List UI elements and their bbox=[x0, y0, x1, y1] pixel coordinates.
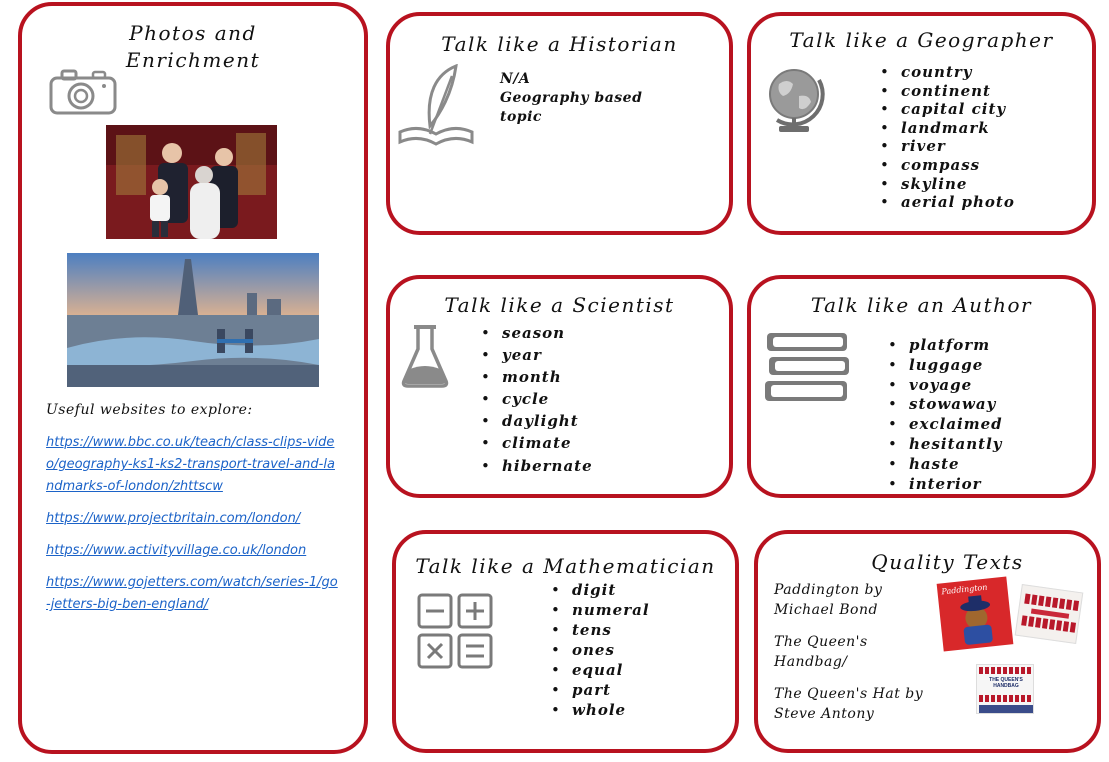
scientist-card bbox=[386, 275, 733, 498]
link-gojetters[interactable]: https://www.gojetters.com/watch/series-1/go-jetters-big-ben-england/ bbox=[46, 575, 338, 612]
geographer-card bbox=[747, 12, 1096, 235]
author-title: Talk like an Author bbox=[810, 293, 1033, 317]
list-item: • tens bbox=[548, 620, 650, 640]
mathematician-word-list bbox=[548, 580, 650, 720]
book-queens-hat bbox=[774, 684, 944, 724]
book-line: Handbag/ bbox=[774, 654, 848, 670]
flask-icon bbox=[400, 323, 450, 393]
book-list bbox=[774, 580, 944, 724]
book-line: The Queen's bbox=[774, 634, 868, 650]
book-line: Paddington by bbox=[774, 582, 883, 598]
book-line: Steve Antony bbox=[774, 706, 875, 722]
list-item: • ones bbox=[548, 640, 650, 660]
list-item: • country bbox=[877, 63, 1015, 82]
geographer-title: Talk like a Geographer bbox=[789, 28, 1054, 52]
list-item: • hibernate bbox=[478, 455, 593, 477]
historian-title: Talk like a Historian bbox=[441, 32, 678, 56]
royal-family-photo bbox=[106, 125, 277, 239]
scientist-title: Talk like a Scientist bbox=[444, 293, 675, 317]
paddington-cover bbox=[937, 577, 1014, 652]
list-item: • season bbox=[478, 322, 593, 344]
books-stack-icon bbox=[763, 329, 853, 409]
websites-heading: Useful websites to explore: bbox=[46, 402, 253, 418]
historian-line-3: topic bbox=[500, 109, 542, 125]
mathematician-title: Talk like a Mathematician bbox=[415, 554, 716, 578]
book-queens-handbag bbox=[774, 632, 944, 672]
list-item: • interior bbox=[885, 475, 1003, 495]
list-item: • platform bbox=[885, 336, 1003, 356]
list-item: • capital city bbox=[877, 100, 1015, 119]
websites-list bbox=[46, 432, 342, 626]
historian-text bbox=[500, 70, 642, 127]
list-item: • year bbox=[478, 344, 593, 366]
list-item: • exclaimed bbox=[885, 415, 1003, 435]
list-item: • haste bbox=[885, 455, 1003, 475]
quill-book-icon bbox=[396, 64, 476, 150]
link-activityvillage[interactable]: https://www.activityvillage.co.uk/london bbox=[46, 543, 307, 558]
handbag-cover-title: THE QUEEN'S HANDBAG bbox=[989, 677, 1023, 689]
globe-icon bbox=[761, 60, 831, 140]
book-paddington bbox=[774, 580, 944, 620]
list-item: • climate bbox=[478, 432, 593, 454]
link-bbc-teach[interactable]: https://www.bbc.co.uk/teach/class-clips-video/geography-ks1-ks2-transport-travel-and-landmarks-of-london/zhttscw bbox=[46, 435, 335, 494]
list-item: • whole bbox=[548, 700, 650, 720]
photos-enrichment-card bbox=[18, 2, 368, 754]
list-item: • numeral bbox=[548, 600, 650, 620]
list-item: • voyage bbox=[885, 376, 1003, 396]
list-item: • luggage bbox=[885, 356, 1003, 376]
list-item: • river bbox=[877, 137, 1015, 156]
list-item: • landmark bbox=[877, 119, 1015, 138]
list-item: • digit bbox=[548, 580, 650, 600]
photos-enrichment-title: Photos and Enrichment bbox=[125, 21, 261, 72]
list-item: • month bbox=[478, 366, 593, 388]
geographer-word-list bbox=[877, 63, 1015, 212]
link-projectbritain[interactable]: https://www.projectbritain.com/london/ bbox=[46, 511, 301, 526]
historian-line-1: N/A bbox=[500, 71, 531, 87]
quality-texts-title: Quality Texts bbox=[871, 550, 1024, 574]
list-item: • equal bbox=[548, 660, 650, 680]
list-item: • cycle bbox=[478, 388, 593, 410]
historian-line-2: Geography based bbox=[500, 90, 643, 106]
list-item: • compass bbox=[877, 156, 1015, 175]
queens-handbag-cover bbox=[976, 664, 1034, 714]
list-item: • stowaway bbox=[885, 395, 1003, 415]
list-item: • skyline bbox=[877, 175, 1015, 194]
london-skyline-photo bbox=[67, 253, 319, 387]
quality-texts-card bbox=[754, 530, 1101, 753]
list-item: • hesitantly bbox=[885, 435, 1003, 455]
list-item: • daylight bbox=[478, 410, 593, 432]
list-item: • continent bbox=[877, 82, 1015, 101]
mathematician-card bbox=[392, 530, 739, 753]
scientist-word-list bbox=[478, 322, 593, 477]
math-operators-icon bbox=[416, 592, 496, 676]
book-line: The Queen's Hat by bbox=[774, 686, 924, 702]
book-line: Michael Bond bbox=[774, 602, 878, 618]
list-item: • aerial photo bbox=[877, 193, 1015, 212]
author-card bbox=[747, 275, 1096, 498]
list-item: • part bbox=[548, 680, 650, 700]
queens-hat-cover bbox=[1015, 584, 1084, 644]
camera-icon bbox=[48, 68, 118, 120]
paddington-cover-title: Paddington bbox=[941, 582, 988, 597]
author-word-list bbox=[885, 336, 1003, 494]
historian-card bbox=[386, 12, 733, 235]
